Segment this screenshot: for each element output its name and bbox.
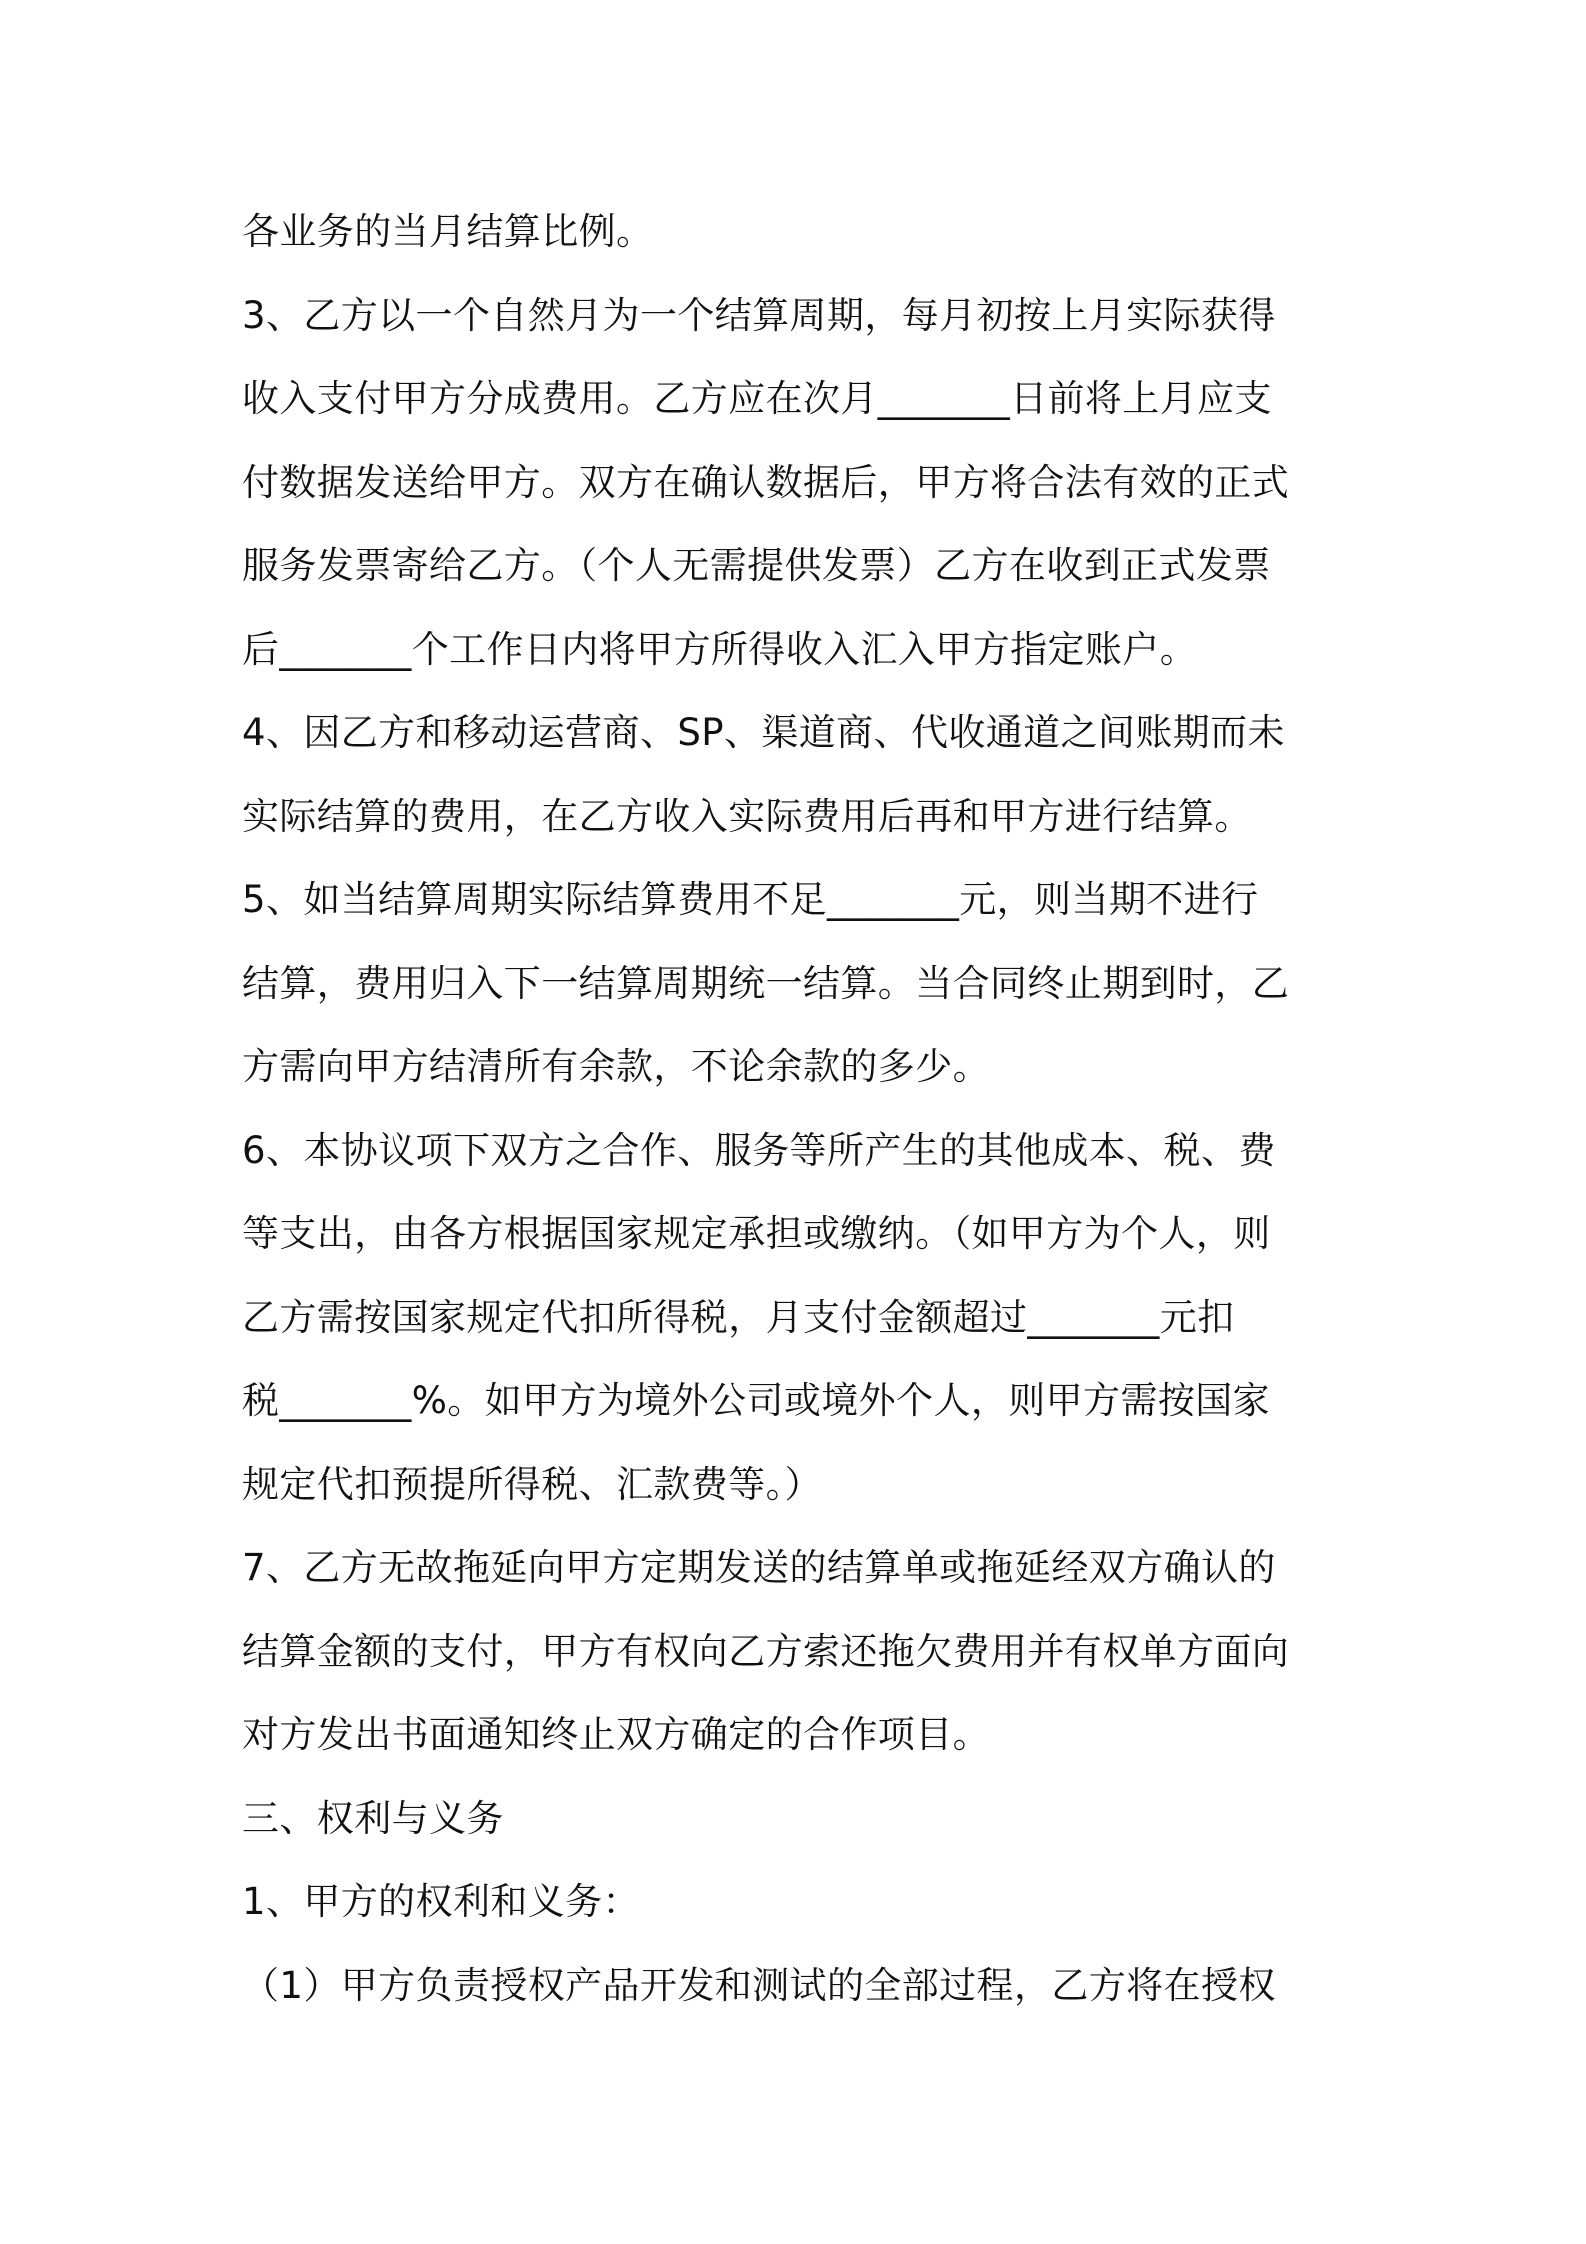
text-line: 规定代扣预提所得税、汇款费等。） <box>242 1462 822 1506</box>
text-line: 后_______个工作日内将甲方所得收入汇入甲方指定账户。 <box>242 627 1198 671</box>
text-line: 税_______%。如甲方为境外公司或境外个人，则甲方需按国家 <box>242 1379 1271 1422</box>
text-line: 服务发票寄给乙方。（个人无需提供发票）乙方在收到正式发票 <box>242 544 1271 587</box>
text-line: 付数据发送给甲方。双方在确认数据后，甲方将合法有效的正式 <box>242 460 1290 504</box>
text-line: 实际结算的费用，在乙方收入实际费用后再和甲方进行结算。 <box>242 794 1252 838</box>
section-heading: 三、权利与义务 <box>242 1796 504 1840</box>
text-line: 6、本协议项下双方之合作、服务等所产生的其他成本、税、费 <box>242 1128 1276 1172</box>
document-body <box>242 190 1362 2027</box>
text-line: 等支出，由各方根据国家规定承担或缴纳。（如甲方为个人，则 <box>242 1212 1271 1255</box>
text-line: 收入支付甲方分成费用。乙方应在次月_______日前将上月应支 <box>242 377 1272 420</box>
text-line: 乙方需按国家规定代扣所得税，月支付金额超过_______元扣 <box>242 1295 1235 1339</box>
text-line: 7、乙方无故拖延向甲方定期发送的结算单或拖延经双方确认的 <box>242 1546 1276 1589</box>
text-line: 结算，费用归入下一结算周期统一结算。当合同终止期到时，乙 <box>242 961 1290 1005</box>
text-line: 5、如当结算周期实际结算费用不足_______元，则当期不进行 <box>242 878 1259 921</box>
text-line: 各业务的当月结算比例。 <box>242 210 654 253</box>
text-line: 4、因乙方和移动运营商、SP、渠道商、代收通道之间账期而未 <box>242 711 1285 754</box>
subsection-heading: 1、甲方的权利和义务： <box>242 1880 640 1923</box>
text-line: 3、乙方以一个自然月为一个结算周期，每月初按上月实际获得 <box>242 293 1276 337</box>
text-line: 方需向甲方结清所有余款，不论余款的多少。 <box>242 1045 990 1088</box>
text-line: 结算金额的支付，甲方有权向乙方索还拖欠费用并有权单方面向 <box>242 1629 1290 1673</box>
text-line: （1）甲方负责授权产品开发和测试的全部过程，乙方将在授权 <box>242 1963 1276 2007</box>
text-line: 对方发出书面通知终止双方确定的合作项目。 <box>242 1713 990 1756</box>
